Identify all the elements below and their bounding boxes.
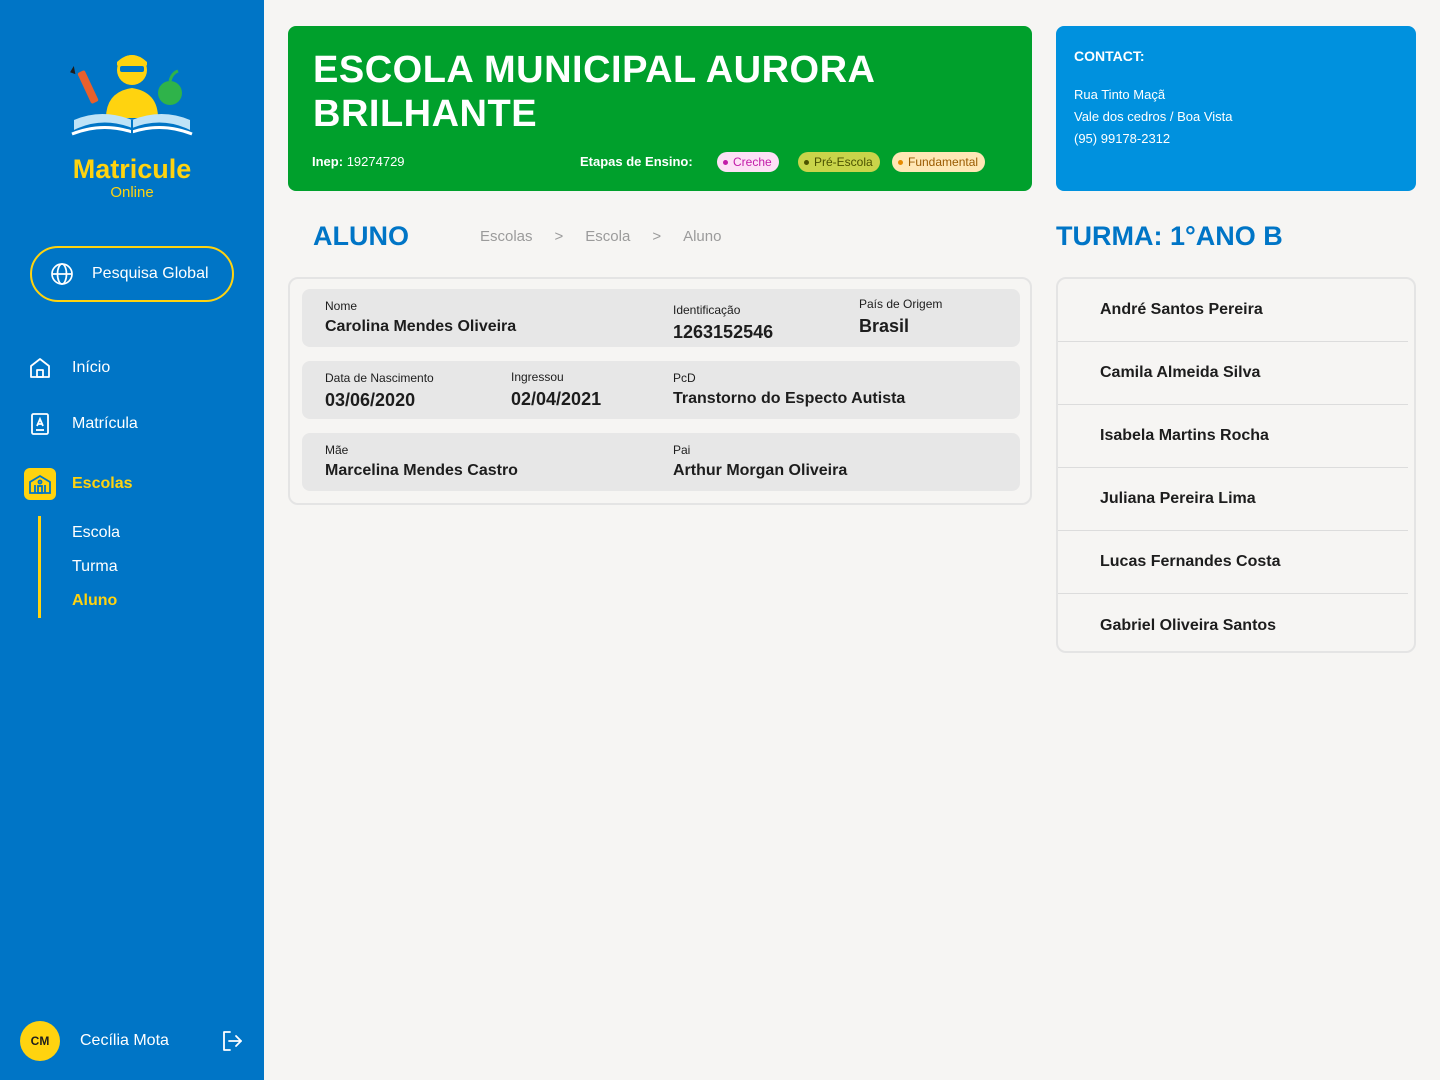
logo-illustration-icon xyxy=(70,48,194,140)
badge-dot-icon xyxy=(898,160,903,165)
field-value: 03/06/2020 xyxy=(325,390,416,410)
info-row-dates xyxy=(302,361,1020,419)
field-value: Carolina Mendes Oliveira xyxy=(325,318,517,335)
app-name: Matricule xyxy=(72,154,192,184)
field-label: Data de Nascimento xyxy=(325,371,434,385)
turma-title: TURMA: 1°ANO B xyxy=(1056,221,1283,251)
field-value: 1263152546 xyxy=(673,322,774,342)
breadcrumb-separator: > xyxy=(652,228,662,245)
nav-item-inicio[interactable] xyxy=(24,351,110,385)
enrollment-icon xyxy=(24,408,56,440)
field-label: Mãe xyxy=(325,443,349,457)
field-label: PcD xyxy=(673,371,696,385)
contact-title: CONTACT: xyxy=(1074,48,1145,64)
subnav-item-aluno[interactable]: Aluno xyxy=(72,592,118,609)
inep-label: Inep: xyxy=(312,154,344,169)
breadcrumb-item-escolas[interactable]: Escolas xyxy=(480,228,533,245)
globe-icon xyxy=(50,262,74,286)
field-label: Pai xyxy=(673,443,691,457)
badge-dot-icon xyxy=(723,160,728,165)
field-mae xyxy=(325,443,518,480)
field-identificacao xyxy=(673,303,773,343)
subnav-item-turma[interactable]: Turma xyxy=(72,558,118,575)
list-item[interactable]: Gabriel Oliveira Santos xyxy=(1100,616,1277,634)
etapas-label: Etapas de Ensino: xyxy=(580,154,693,169)
field-nome xyxy=(325,299,516,336)
sidebar xyxy=(0,0,264,1080)
field-value: 02/04/2021 xyxy=(511,389,602,409)
nav-item-escolas[interactable] xyxy=(24,467,132,501)
list-item[interactable]: Isabela Martins Rocha xyxy=(1058,405,1408,468)
field-ingressou xyxy=(511,370,601,410)
list-item[interactable]: Lucas Fernandes Costa xyxy=(1058,531,1408,594)
list-item[interactable]: Camila Almeida Silva xyxy=(1058,342,1408,405)
info-row-identity xyxy=(302,289,1020,347)
etapa-badge-pre-escola xyxy=(798,152,880,172)
turma-student-list xyxy=(1056,277,1416,653)
user-profile xyxy=(20,1020,244,1062)
breadcrumb xyxy=(480,228,721,245)
avatar[interactable]: CM xyxy=(20,1021,60,1061)
subnav-indicator xyxy=(38,516,41,618)
field-label: País de Origem xyxy=(859,297,943,311)
info-row-parents xyxy=(302,433,1020,491)
field-pai xyxy=(673,443,847,480)
breadcrumb-item-escola[interactable]: Escola xyxy=(585,228,631,245)
field-label: Ingressou xyxy=(511,370,564,384)
badge-label: Fundamental xyxy=(908,155,979,169)
contact-address: Rua Tinto Maçã xyxy=(1074,87,1166,102)
nav-item-label: Matrícula xyxy=(72,415,138,432)
field-data-nascimento xyxy=(325,371,434,411)
list-item[interactable]: Juliana Pereira Lima xyxy=(1058,468,1408,531)
list-item[interactable]: André Santos Pereira xyxy=(1058,279,1408,342)
contact-card xyxy=(1056,26,1416,191)
page-title: ALUNO xyxy=(313,221,409,251)
field-value: Brasil xyxy=(859,316,910,336)
field-value: Arthur Morgan Oliveira xyxy=(673,462,848,479)
global-search-label: Pesquisa Global xyxy=(92,265,209,282)
breadcrumb-item-aluno[interactable]: Aluno xyxy=(683,228,722,245)
student-info-card xyxy=(288,277,1032,505)
global-search-button[interactable] xyxy=(30,246,234,302)
etapa-badge-fundamental xyxy=(892,152,985,172)
school-icon xyxy=(24,468,56,500)
home-icon xyxy=(24,352,56,384)
contact-district: Vale dos cedros / Boa Vista xyxy=(1074,109,1233,124)
badge-dot-icon xyxy=(804,160,809,165)
app-logo[interactable] xyxy=(60,48,204,208)
inep-value: 19274729 xyxy=(346,154,405,169)
inep xyxy=(312,154,405,169)
nav-item-matricula[interactable] xyxy=(24,407,138,441)
badge-label: Pré-Escola xyxy=(814,155,873,169)
field-value: Transtorno do Especto Autista xyxy=(673,390,906,407)
logout-icon[interactable] xyxy=(220,1029,244,1053)
field-pais-origem xyxy=(859,297,942,337)
etapa-badge-creche xyxy=(717,152,779,172)
field-value: Marcelina Mendes Castro xyxy=(325,462,518,479)
nav-item-label: Escolas xyxy=(72,475,133,492)
field-label: Nome xyxy=(325,299,358,313)
nav-item-label: Início xyxy=(72,359,111,376)
app-subtitle: Online xyxy=(110,184,154,201)
field-label: Identificação xyxy=(673,303,741,317)
contact-phone[interactable]: (95) 99178-2312 xyxy=(1074,131,1171,146)
breadcrumb-separator: > xyxy=(554,228,564,245)
school-name: ESCOLA MUNICIPAL AURORA BRILHANTE xyxy=(313,49,875,135)
school-header-card xyxy=(288,26,1032,191)
user-name: Cecília Mota xyxy=(80,1032,169,1049)
badge-label: Creche xyxy=(733,155,772,169)
field-pcd xyxy=(673,371,905,408)
subnav-item-escola[interactable]: Escola xyxy=(72,524,121,541)
